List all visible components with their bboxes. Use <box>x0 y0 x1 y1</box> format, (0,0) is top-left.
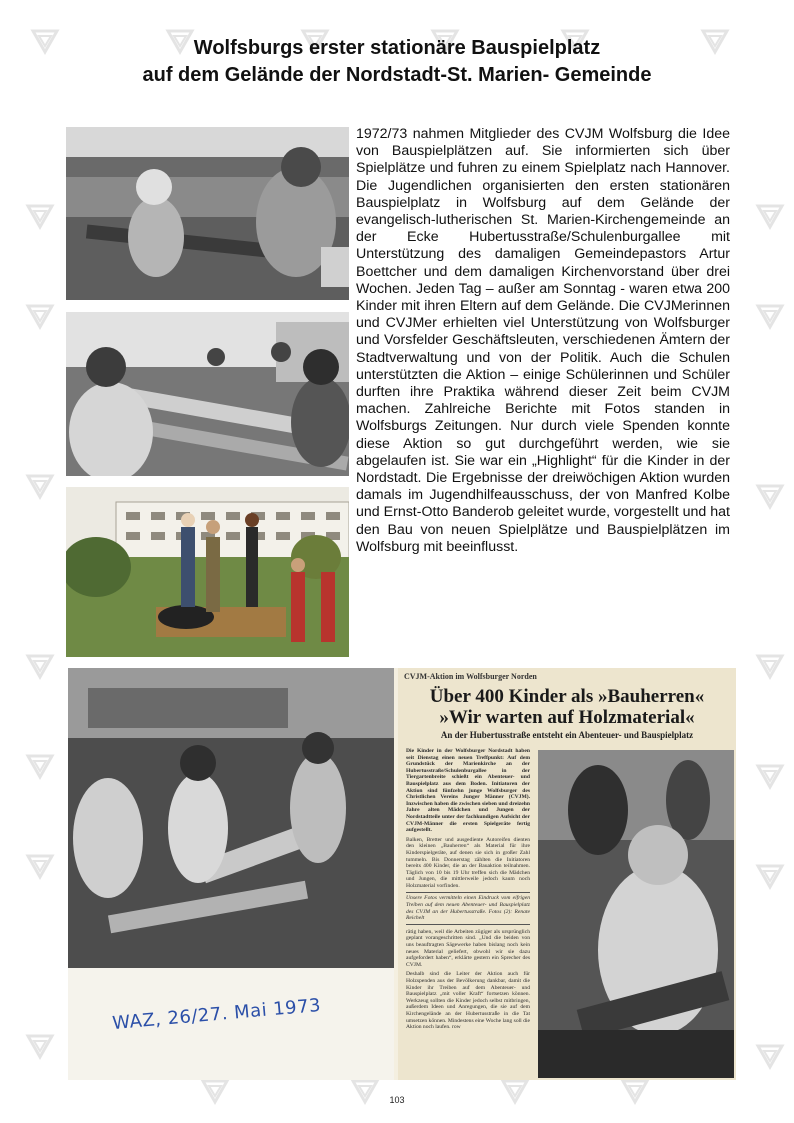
newspaper-paragraph-1: Die Kinder in der Wolfsburger Nordstadt haben seit Dienstag einen neuen Treffpunkt: Auf dem Grundstück der Marienkirche an der Hubertusstraße/Schulenburgallee in der Tiergartenbreite schießt ein Abenteuer- und Bauspielplatz aus dem Boden. Initiatoren der Aktion sind fünfzehn junge Wolfsburger des Christlichen Vereins Junger Männer (CVJM). Inzwischen haben die zwischen sieben und dreizehn Jahre alten Mädchen und Jungen der Nordstadtteile unter der fachkundigen Aufsicht der CVJM-Männer die ersten Spielgeräte fertig aufgestellt. <box>406 748 530 834</box>
cvjm-watermark-icon <box>755 1040 785 1070</box>
cvjm-watermark-icon <box>25 650 55 680</box>
newspaper-photo-caption: Unsere Fotos vermitteln einen Eindruck vom eifrigen Treiben auf dem neuen Abenteuer- und Bauspielplatz des CVJM an der Hubertusstraße. Fotos (2): Renate Reichelt <box>406 892 530 924</box>
photo-boys-nailing-boards <box>66 312 349 476</box>
clipping-article <box>398 668 736 1080</box>
newspaper-paragraph-2: Balken, Bretter und ausgediente Autoreifen dienten den kleinen „Bauherren“ als Material für ihre Kinderspielgeräte, auf denen sie sich in großer Zahl tummeln. Bis Donnerstag zählten die Initiatoren bereits 400 Kinder, die an der Bauaktion teilnahmen. Täglich von 10 bis 19 Uhr treffen sich die Mädchen und Jungen, die mittlerweile jedoch kaum noch Holzmaterial vorfinden. <box>406 836 530 889</box>
cvjm-watermark-icon <box>25 850 55 880</box>
newspaper-text-column <box>406 748 530 1034</box>
photo-children-on-tires-color <box>66 487 349 657</box>
cvjm-watermark-icon <box>25 470 55 500</box>
cvjm-watermark-icon <box>25 750 55 780</box>
cvjm-watermark-icon <box>755 650 785 680</box>
newspaper-headline <box>398 686 736 728</box>
cvjm-watermark-icon <box>25 200 55 230</box>
cvjm-watermark-icon <box>25 300 55 330</box>
newspaper-paragraph-4: Deshalb sind die Leiter der Aktion auch für Holzspenden aus der Bevölkerung dankbar, damit die Kinder ihr Treiben auf dem Abenteuer- und Bauspielplatz „mit voller Kraft“ fortsetzen können. Werkzeug sollten die Kinder jedoch selbst mitbringen, außerdem Ideen und Anregungen, die sie auf dem Kirchengelände an der Hubertusstraße in die Tat umsetzen können. Mindestens eine Woche lang soll die Aktion noch laufen. row <box>406 971 530 1031</box>
cvjm-watermark-icon <box>755 480 785 510</box>
newspaper-kicker: CVJM-Aktion im Wolfsburger Norden <box>404 672 537 681</box>
page-title-line-1: Wolfsburgs erster stationäre Bauspielplatz <box>193 37 601 59</box>
newspaper-subline: An der Hubertusstraße entsteht ein Abenteuer- und Bauspielplatz <box>440 730 694 740</box>
cvjm-watermark-icon <box>755 200 785 230</box>
handwritten-source-note: WAZ, 26/27. Mai 1973 <box>111 994 322 1035</box>
newspaper-headline-line-2: »Wir warten auf Holzmaterial« <box>439 707 695 728</box>
page-number: 103 <box>389 1095 405 1105</box>
cvjm-watermark-icon <box>755 860 785 890</box>
article-body-text: 1972/73 nahmen Mitglieder des CVJM Wolfsburg die Idee von Bauspielplätzen auf. Sie informierten sich über Spielplätze und fuhren zu einem Spielplatz nach Hannover. Die Jugendlichen organisierten den ersten stationären Bauspielplatz in Wolfsburg auf dem Gelände der evangelisch-lutherischen St. Marien-Kirchengemeinde an der Ecke Hubertusstraße/Schulenburgallee mit Unterstützung des damaligen Gemeindepastors Artur Boettcher und dem damaligen Kirchenvorstand über drei Wochen. Jeden Tag – außer am Sonntag - waren etwa 200 Kinder mit ihren Eltern auf dem Gelände. Die CVJMerinnen und CVJMer erhielten viel Unterstützung von Wolfsburger und Vorsfelder Geschäftsleuten, verschiedenen Ämtern der Stadtverwaltung und von der Politik. Auch die Schulen unterstützten die Aktion – einige Schülerinnen und Schüler durften ihre Praktika während dieser Zeit beim CVJM machen. Zahlreiche Berichte mit Fotos standen in Wolfsburgs Zeitungen. Nur durch viele Spenden konnte diese Aktion so gut durchgeführt werden, wie sie abgelaufen ist. Sie war ein „Highlight“ für die Kinder in der Nordstadt. Die Ergebnisse der dreiwöchigen Aktion wurden damals im Jugendhilfeausschuss, der von Manfred Kolbe und Ernst-Otto Banderob geleitet wurde, vorgestellt und hat den Bau von neuen Spielplätze und Bauspielplätzen im Wolfsburg mit beeinflusst. <box>356 126 730 555</box>
cvjm-watermark-icon <box>755 760 785 790</box>
cvjm-watermark-icon <box>25 1030 55 1060</box>
newspaper-headline-line-1: Über 400 Kinder als »Bauherren« <box>429 686 705 707</box>
clipping-photo-child <box>538 750 734 1078</box>
page-title-line-2: auf dem Gelände der Nordstadt-St. Marien- Gemeinde <box>142 64 652 86</box>
cvjm-watermark-icon <box>755 300 785 330</box>
photo-children-sawing <box>66 127 349 300</box>
newspaper-paragraph-3: rätig haben, weil die Arbeiten zügiger als ursprünglich geplant vorangeschritten sind. „Und die beiden von uns beauftragten Sägewerke haben bislang noch kein neues Material geliefert, obwohl wir sie dazu aufgefordert haben“, erklärte gestern ein Sprecher des CVJM. <box>406 928 530 968</box>
